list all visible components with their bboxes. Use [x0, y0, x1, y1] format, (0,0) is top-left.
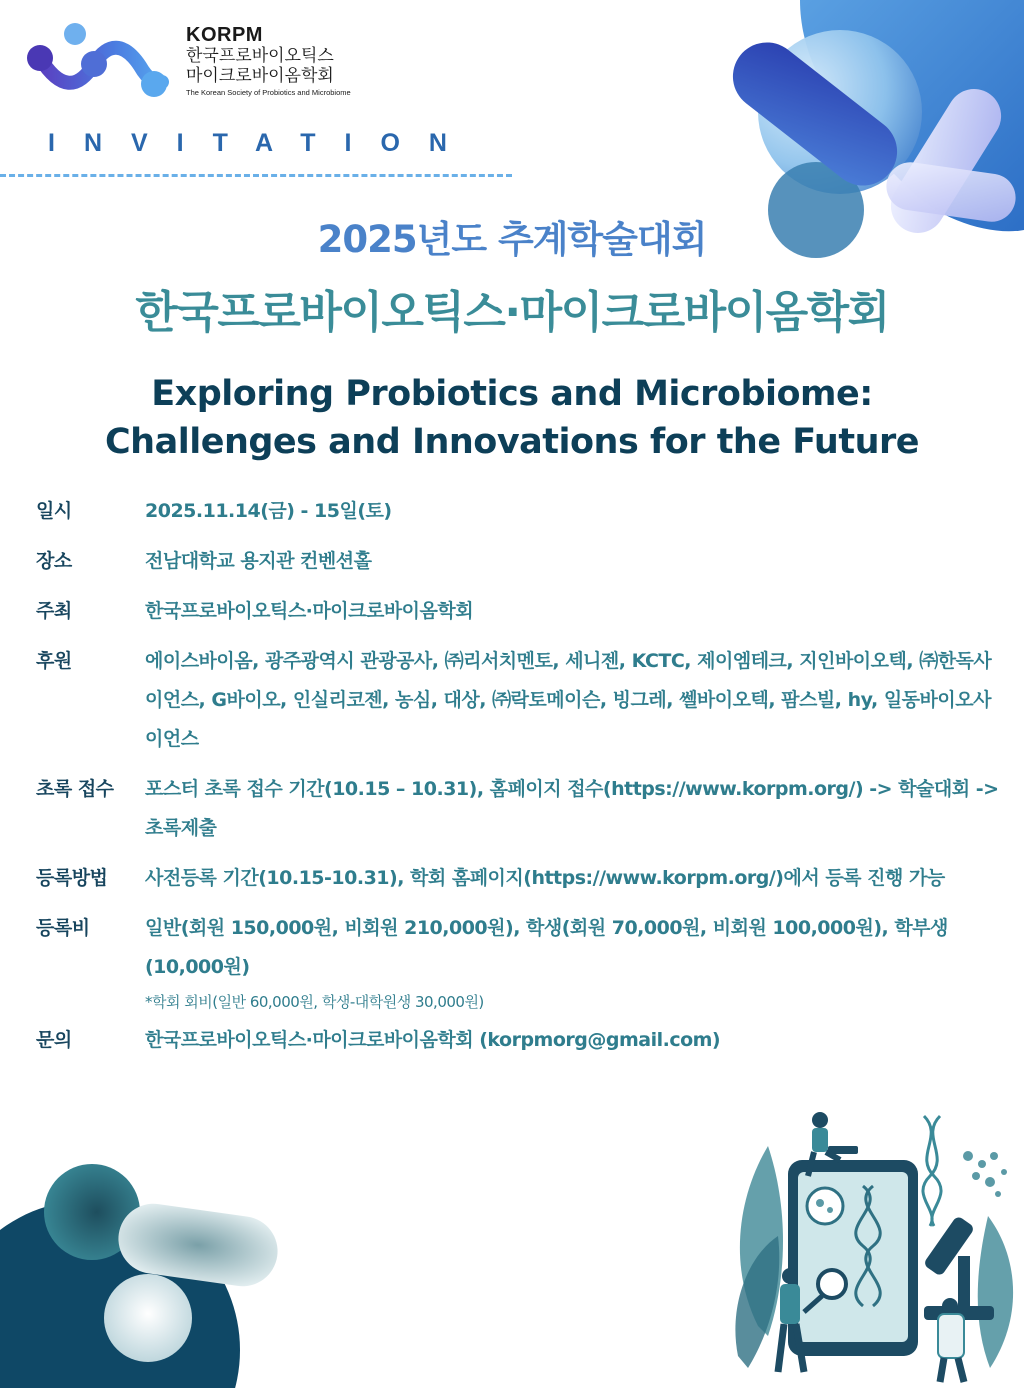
- registration-label: 등록방법: [36, 867, 108, 889]
- registration-value: 사전등록 기간(10.15-10.31), 학회 홈페이지(https://www.korpm.org/)에서 등록 진행 가능: [145, 867, 945, 889]
- event-info: [36, 492, 1006, 1071]
- info-row-fee: [36, 909, 1006, 1017]
- logo-abbreviation: KORPM: [186, 24, 263, 46]
- theme-title-line2: Challenges and Innovations for the Future: [104, 422, 919, 462]
- host-value: 한국프로바이오틱스·마이크로바이옴학회: [145, 600, 474, 622]
- info-row-host: [36, 592, 1006, 631]
- sponsor-label: 후원: [36, 650, 72, 672]
- invitation-label: INVITATION: [48, 129, 476, 157]
- fee-block: [145, 909, 1006, 1017]
- date-label: 일시: [36, 500, 72, 522]
- info-row-abstract: [36, 770, 1006, 848]
- venue-label: 장소: [36, 550, 72, 572]
- info-row-contact: [36, 1021, 1006, 1060]
- contact-value: 한국프로바이오틱스·마이크로바이옴학회 (korpmorg@gmail.com): [145, 1029, 721, 1051]
- logo-text: [186, 24, 351, 99]
- event-title: 2025년도 추계학술대회: [317, 218, 707, 261]
- society-title: 한국프로바이오틱스·마이크로바이옴학회: [135, 287, 889, 338]
- logo-name-kr-line2: 마이크로바이옴학회: [186, 66, 334, 86]
- logo-name-kr-line1: 한국프로바이오틱스: [186, 46, 334, 66]
- microbe-circles-graphic: [0, 1140, 290, 1388]
- theme-title: [0, 370, 1024, 466]
- fee-label: 등록비: [36, 917, 90, 939]
- sponsor-value: 에이스바이옴, 광주광역시 관광공사, ㈜리서치멘토, 세니젠, KCTC, 제이엠테크, 지인바이오텍, ㈜한독사이언스, G바이오, 인실리코젠, 농심, 대상, ㈜락토메이슨, 빙그레, 쎌바이오텍, 팜스빌, hy, 일동바이오사이언스: [145, 650, 992, 750]
- date-value: 2025.11.14(금) - 15일(토): [145, 500, 392, 522]
- info-row-registration: [36, 859, 1006, 898]
- info-row-sponsor: [36, 642, 1006, 759]
- theme-title-line1: Exploring Probiotics and Microbiome:: [151, 374, 873, 414]
- scientists-illustration: [728, 1106, 1024, 1388]
- info-row-date: [36, 492, 1006, 531]
- contact-label: 문의: [36, 1029, 72, 1051]
- venue-value: 전남대학교 용지관 컨벤션홀: [145, 550, 372, 572]
- korpm-logo-mark: [20, 18, 172, 106]
- fee-value: 일반(회원 150,000원, 비회원 210,000원), 학생(회원 70,000원, 비회원 100,000원), 학부생(10,000원): [145, 917, 948, 978]
- dashed-divider: [0, 174, 512, 177]
- abstract-value: 포스터 초록 접수 기간(10.15 – 10.31), 홈페이지 접수(https://www.korpm.org/) -> 학술대회 -> 초록제출: [145, 778, 999, 839]
- abstract-label: 초록 접수: [36, 778, 114, 800]
- membership-fee-note: *학회 회비(일반 60,000원, 학생-대학원생 30,000원): [145, 993, 484, 1011]
- host-label: 주최: [36, 600, 72, 622]
- info-row-venue: [36, 542, 1006, 581]
- logo-name-en: The Korean Society of Probiotics and Microbiome: [186, 88, 351, 97]
